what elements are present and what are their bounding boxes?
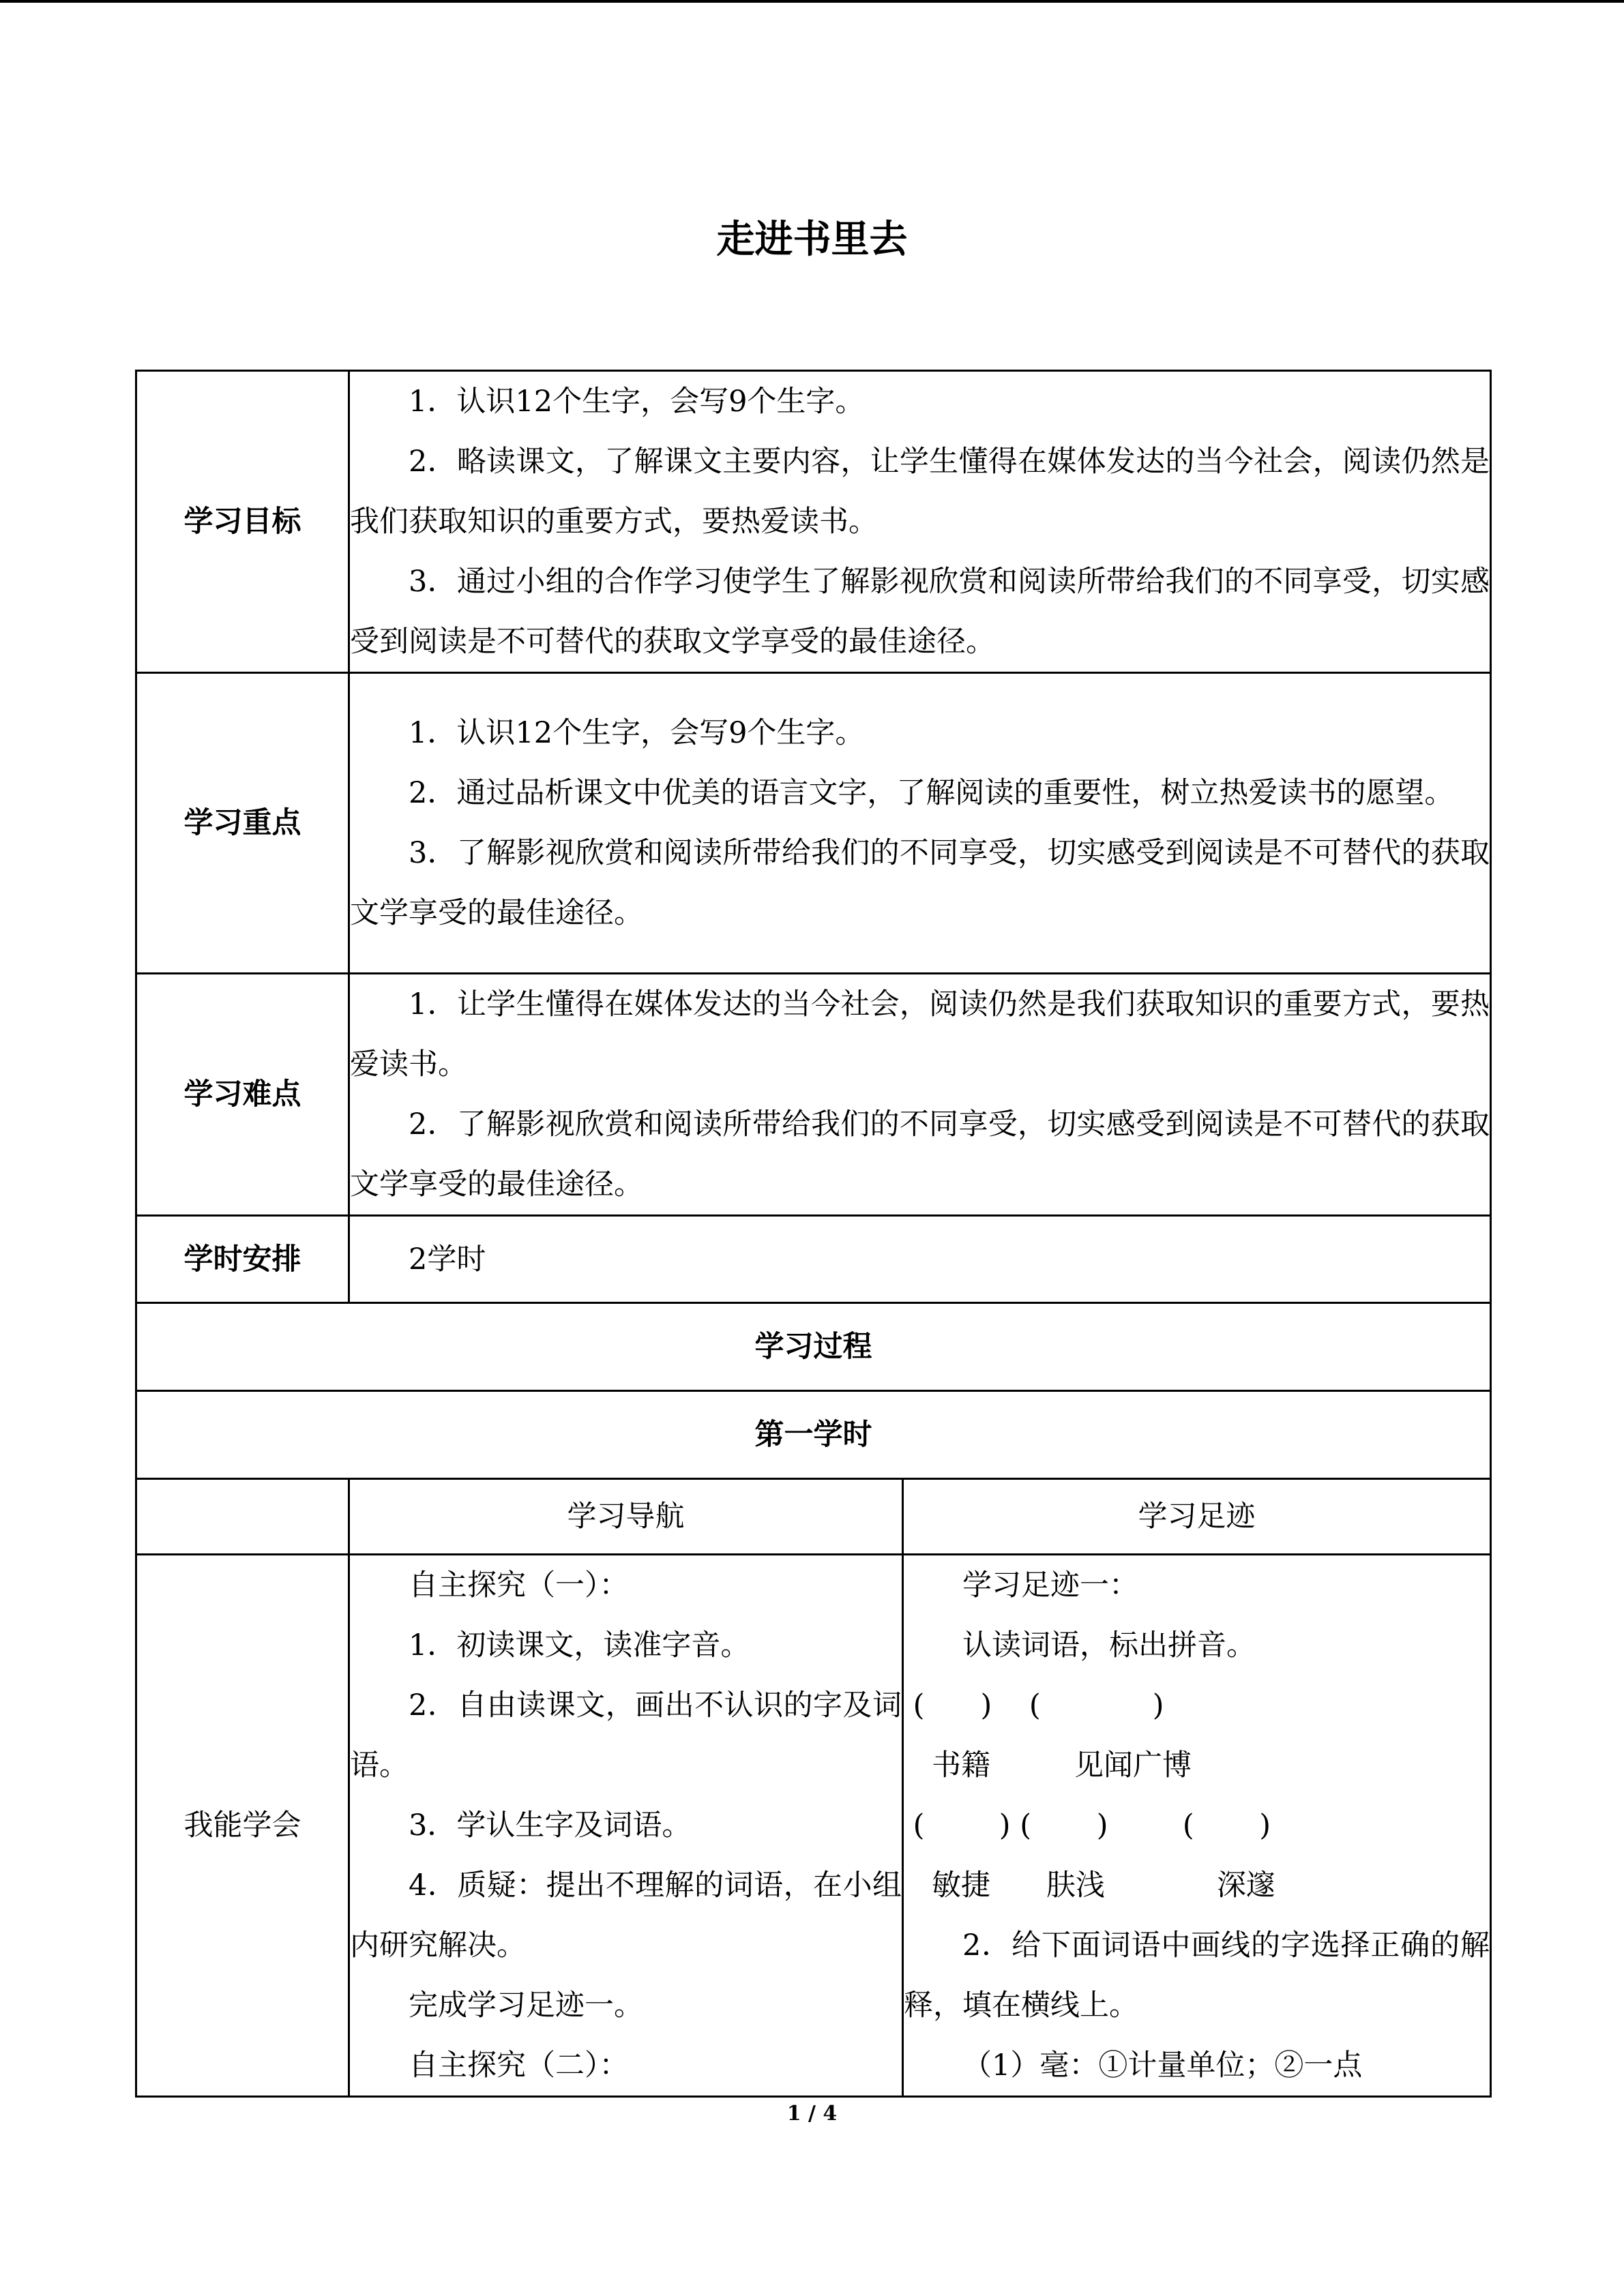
empty-header-cell — [136, 1479, 349, 1555]
footprint-question-2-item: （1）毫：①计量单位；②一点 — [962, 2048, 1363, 2083]
objectives-row — [136, 371, 1491, 673]
learning-row — [136, 1555, 1491, 2097]
guide-item: 1．初读课文，读准字音。 — [409, 1628, 750, 1663]
lesson-plan-table — [135, 370, 1492, 2098]
section-label: 我能学会 — [136, 1555, 349, 2097]
pinyin-blanks-1: ( ) ( ) — [904, 1688, 1164, 1723]
guide-heading: 自主探究（一）： — [409, 1568, 629, 1602]
footprint-heading: 学习足迹一： — [962, 1568, 1138, 1602]
key-point-item: 2．通过品析课文中优美的语言文字，了解阅读的重要性，树立热爱读书的愿望。 — [409, 776, 1454, 810]
key-points-row — [136, 673, 1491, 974]
difficulties-label: 学习难点 — [136, 974, 349, 1216]
guide-item: 3．学认生字及词语。 — [409, 1808, 692, 1843]
objective-item: 1．认识12个生字，会写9个生字。 — [409, 385, 865, 419]
key-points-label: 学习重点 — [136, 673, 349, 974]
schedule-row — [136, 1216, 1491, 1303]
guide-column-header: 学习导航 — [349, 1479, 903, 1555]
objectives-label: 学习目标 — [136, 371, 349, 673]
guide-cell — [349, 1555, 903, 2097]
difficulty-item: 2．了解影视欣赏和阅读所带给我们的不同享受，切实感受到阅读是不可替代的获取文学享受的最佳途径。 — [350, 1107, 1490, 1202]
difficulties-row — [136, 974, 1491, 1216]
footprint-column-header: 学习足迹 — [903, 1479, 1491, 1555]
difficulties-content — [349, 974, 1491, 1216]
guide-item: 2．自由读课文，画出不认识的字及词语。 — [350, 1688, 902, 1783]
document-title: 走进书里去 — [716, 218, 908, 262]
schedule-label: 学时安排 — [136, 1216, 349, 1303]
guide-heading-2: 自主探究（二）： — [409, 2048, 629, 2083]
objectives-content — [349, 371, 1491, 673]
column-header-row — [136, 1479, 1491, 1555]
period-heading-row — [136, 1391, 1491, 1479]
guide-item: 4．质疑：提出不理解的词语，在小组内研究解决。 — [350, 1868, 902, 1963]
vocab-words-1: 书籍 见闻广博 — [904, 1748, 1192, 1783]
footprint-cell — [903, 1555, 1491, 2097]
guide-task: 完成学习足迹一。 — [409, 1988, 643, 2023]
key-point-item: 1．认识12个生字，会写9个生字。 — [409, 716, 865, 750]
vocab-words-2: 敏捷 肤浅 深邃 — [904, 1868, 1276, 1903]
process-heading-row — [136, 1303, 1491, 1391]
footprint-question-2: 2．给下面词语中画线的字选择正确的解释，填在横线上。 — [904, 1928, 1490, 2023]
footprint-instruction: 认读词语，标出拼音。 — [962, 1628, 1256, 1663]
period-heading: 第一学时 — [136, 1391, 1491, 1479]
key-points-content — [349, 673, 1491, 974]
key-point-item: 3．了解影视欣赏和阅读所带给我们的不同享受，切实感受到阅读是不可替代的获取文学享受的最佳途径。 — [350, 836, 1490, 930]
page-number: 1 / 4 — [786, 2102, 838, 2126]
pinyin-blanks-2: ( ) ( ) ( ) — [904, 1808, 1271, 1843]
objective-item: 3．通过小组的合作学习使学生了解影视欣赏和阅读所带给我们的不同享受，切实感受到阅读是不可替代的获取文学享受的最佳途径。 — [350, 565, 1490, 659]
objective-item: 2．略读课文，了解课文主要内容，让学生懂得在媒体发达的当今社会，阅读仍然是我们获取知识的重要方式，要热爱读书。 — [350, 445, 1490, 539]
difficulty-item: 1．让学生懂得在媒体发达的当今社会，阅读仍然是我们获取知识的重要方式，要热爱读书。 — [350, 987, 1490, 1082]
schedule-content — [349, 1216, 1491, 1303]
schedule-value: 2学时 — [409, 1242, 486, 1277]
process-heading: 学习过程 — [136, 1303, 1491, 1391]
page-top-border — [0, 0, 1624, 3]
